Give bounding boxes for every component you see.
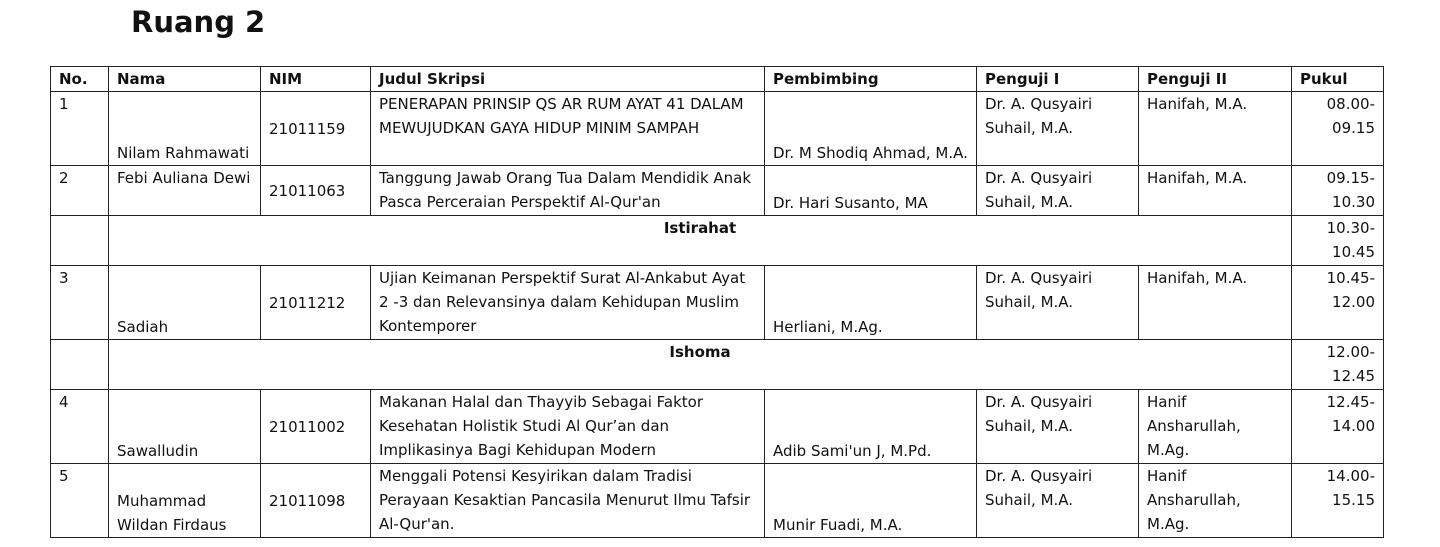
- cell-nim: 21011063: [261, 166, 371, 216]
- cell-penguji-1: Dr. A. Qusyairi Suhail, M.A.: [977, 92, 1139, 166]
- break-row: [51, 216, 1384, 266]
- cell-pukul: 12.45-14.00: [1292, 390, 1384, 464]
- cell-no: [51, 216, 109, 266]
- cell-no: [51, 340, 109, 390]
- cell-nim: 21011212: [261, 266, 371, 340]
- cell-nama: Muhammad Wildan Firdaus: [109, 464, 261, 538]
- col-header-penguji-2: Penguji II: [1139, 67, 1292, 92]
- cell-pukul: 10.30-10.45: [1292, 216, 1384, 266]
- table-row: [51, 464, 1384, 538]
- table-row: [51, 266, 1384, 340]
- table-row: [51, 92, 1384, 166]
- cell-nama: Sawalludin: [109, 390, 261, 464]
- cell-pembimbing: Adib Sami'un J, M.Pd.: [765, 390, 977, 464]
- cell-penguji-1: Dr. A. Qusyairi Suhail, M.A.: [977, 390, 1139, 464]
- cell-nama: Febi Auliana Dewi: [109, 166, 261, 216]
- col-header-penguji-1: Penguji I: [977, 67, 1139, 92]
- cell-penguji-2: Hanif Ansharullah, M.Ag.: [1139, 464, 1292, 538]
- cell-penguji-1: Dr. A. Qusyairi Suhail, M.A.: [977, 464, 1139, 538]
- table-row: [51, 390, 1384, 464]
- cell-judul: PENERAPAN PRINSIP QS AR RUM AYAT 41 DALAM MEWUJUDKAN GAYA HIDUP MINIM SAMPAH: [371, 92, 765, 166]
- col-header-nama: Nama: [109, 67, 261, 92]
- break-label: Ishoma: [109, 340, 1292, 390]
- cell-pukul: 10.45-12.00: [1292, 266, 1384, 340]
- cell-pukul: 14.00-15.15: [1292, 464, 1384, 538]
- cell-penguji-2: Hanifah, M.A.: [1139, 266, 1292, 340]
- cell-pembimbing: Dr. M Shodiq Ahmad, M.A.: [765, 92, 977, 166]
- cell-pembimbing: Herliani, M.Ag.: [765, 266, 977, 340]
- break-label: Istirahat: [109, 216, 1292, 266]
- page-title: Ruang 2: [131, 5, 266, 39]
- col-header-judul: Judul Skripsi: [371, 67, 765, 92]
- cell-nama: Sadiah: [109, 266, 261, 340]
- cell-penguji-2: Hanif Ansharullah, M.Ag.: [1139, 390, 1292, 464]
- cell-nim: 21011159: [261, 92, 371, 166]
- cell-pukul: 09.15-10.30: [1292, 166, 1384, 216]
- cell-pukul: 08.00-09.15: [1292, 92, 1384, 166]
- col-header-nim: NIM: [261, 67, 371, 92]
- cell-penguji-2: Hanifah, M.A.: [1139, 92, 1292, 166]
- cell-no: 4: [51, 390, 109, 464]
- cell-nim: 21011098: [261, 464, 371, 538]
- break-row: [51, 340, 1384, 390]
- cell-no: 2: [51, 166, 109, 216]
- cell-no: 1: [51, 92, 109, 166]
- table-header-row: [51, 67, 1384, 92]
- cell-judul: Makanan Halal dan Thayyib Sebagai Faktor Kesehatan Holistik Studi Al Qur’an dan Implikasinya Bagi Kehidupan Modern: [371, 390, 765, 464]
- cell-no: 5: [51, 464, 109, 538]
- cell-pukul: 12.00-12.45: [1292, 340, 1384, 390]
- col-header-pembimbing: Pembimbing: [765, 67, 977, 92]
- cell-nama: Nilam Rahmawati: [109, 92, 261, 166]
- cell-judul: Ujian Keimanan Perspektif Surat Al-Ankabut Ayat 2 -3 dan Relevansinya dalam Kehidupan Muslim Kontemporer: [371, 266, 765, 340]
- cell-no: 3: [51, 266, 109, 340]
- cell-penguji-1: Dr. A. Qusyairi Suhail, M.A.: [977, 166, 1139, 216]
- cell-judul: Menggali Potensi Kesyirikan dalam Tradisi Perayaan Kesaktian Pancasila Menurut Ilmu Tafsir Al-Qur'an.: [371, 464, 765, 538]
- col-header-no: No.: [51, 67, 109, 92]
- cell-penguji-2: Hanifah, M.A.: [1139, 166, 1292, 216]
- col-header-pukul: Pukul: [1292, 67, 1384, 92]
- schedule-table: [50, 66, 1384, 538]
- table-row: [51, 166, 1384, 216]
- cell-pembimbing: Dr. Hari Susanto, MA: [765, 166, 977, 216]
- cell-judul: Tanggung Jawab Orang Tua Dalam Mendidik Anak Pasca Perceraian Perspektif Al-Qur'an: [371, 166, 765, 216]
- cell-penguji-1: Dr. A. Qusyairi Suhail, M.A.: [977, 266, 1139, 340]
- cell-pembimbing: Munir Fuadi, M.A.: [765, 464, 977, 538]
- cell-nim: 21011002: [261, 390, 371, 464]
